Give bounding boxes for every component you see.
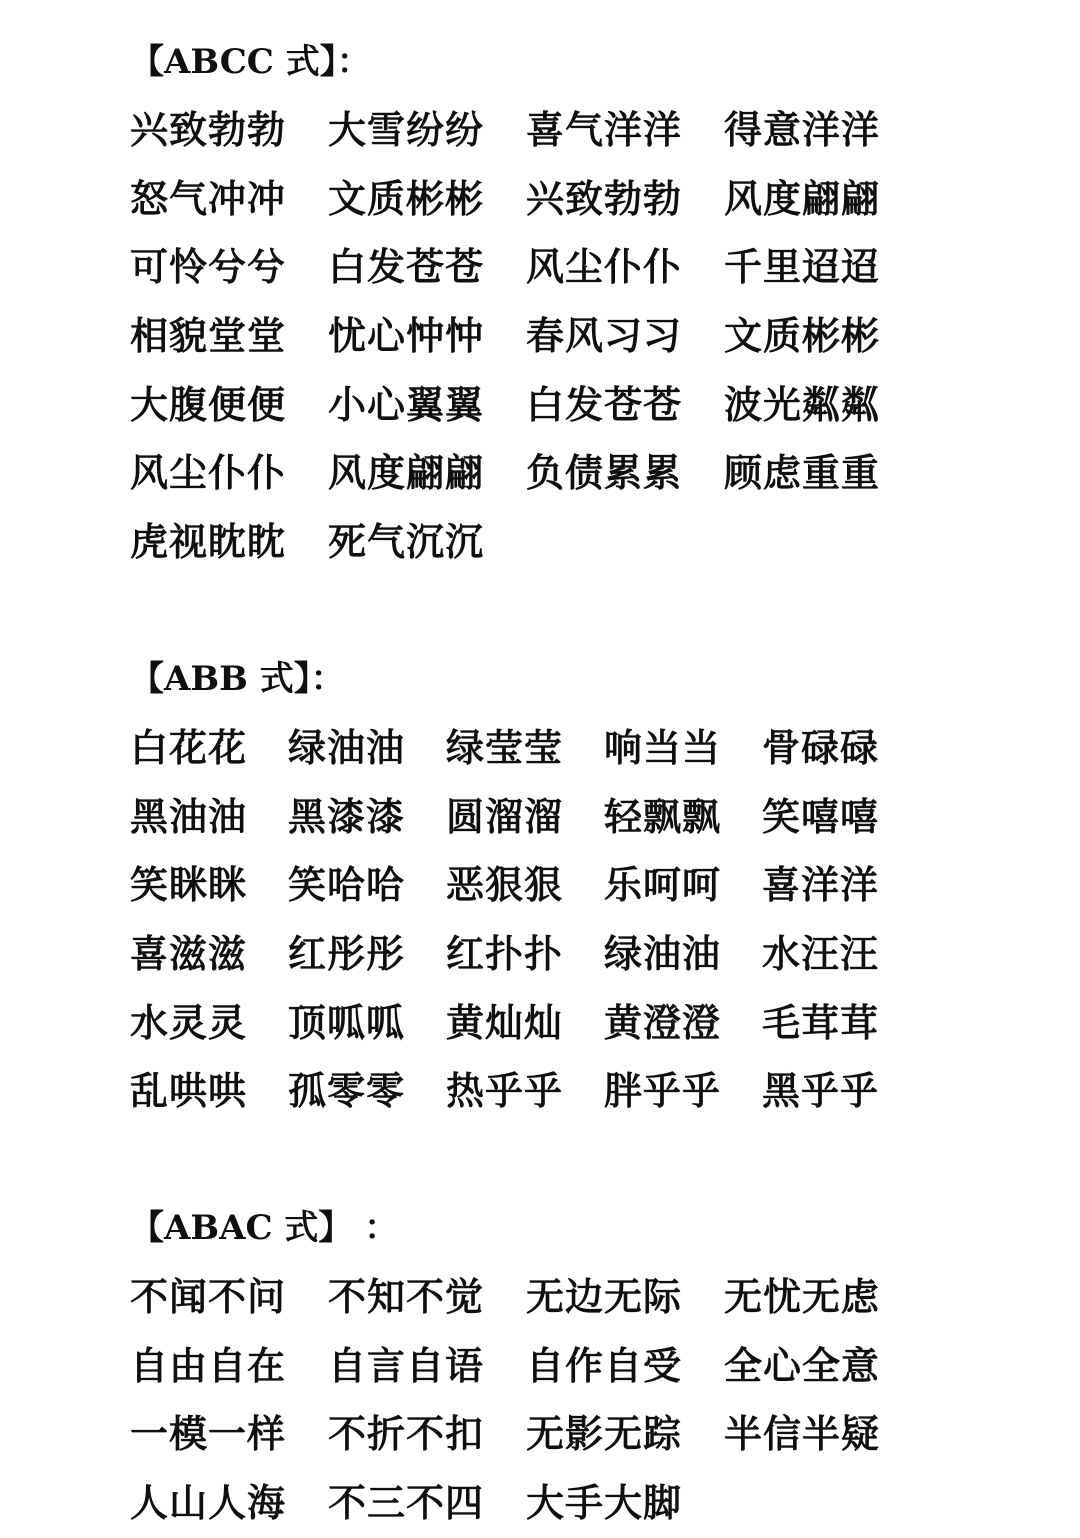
section-heading-abb: 【ABB 式】： — [130, 659, 345, 699]
idiom-word: 恶狠狠 — [446, 863, 564, 908]
idiom-word: 大手大脚 — [526, 1481, 683, 1526]
idiom-word: 水汪汪 — [762, 932, 880, 977]
section-heading-abac: 【ABAC 式】 ： — [130, 1208, 399, 1248]
idiom-word: 绿莹莹 — [446, 726, 564, 770]
idiom-word: 风尘仆仆 — [130, 451, 287, 496]
idiom-word: 笑眯眯 — [130, 863, 248, 908]
idiom-word: 顾虑重重 — [724, 451, 881, 496]
idiom-word: 一模一样 — [130, 1412, 287, 1457]
idiom-word: 自由自在 — [130, 1343, 287, 1388]
idiom-word: 可怜兮兮 — [130, 245, 287, 290]
idiom-word: 毛茸茸 — [762, 1000, 880, 1045]
word-grid-abcc — [130, 96, 922, 577]
idiom-word: 黄灿灿 — [446, 1000, 564, 1045]
idiom-word: 小心翼翼 — [328, 382, 485, 427]
idiom-word: 喜气洋洋 — [526, 108, 683, 152]
idiom-word: 怒气冲冲 — [130, 176, 287, 221]
idiom-word: 无边无际 — [526, 1275, 683, 1319]
idiom-word: 风尘仆仆 — [526, 245, 683, 290]
idiom-word: 红彤彤 — [288, 932, 406, 977]
idiom-word: 得意洋洋 — [724, 108, 881, 152]
idiom-word: 相貌堂堂 — [130, 314, 287, 359]
idiom-word: 波光粼粼 — [724, 382, 881, 427]
idiom-word: 千里迢迢 — [724, 245, 881, 290]
idiom-word: 黑油油 — [130, 794, 248, 839]
word-grid-abac — [130, 1263, 922, 1538]
idiom-word: 喜洋洋 — [762, 863, 880, 908]
idiom-word: 乱哄哄 — [130, 1069, 248, 1114]
idiom-word: 不知不觉 — [328, 1275, 485, 1319]
idiom-word: 笑哈哈 — [288, 863, 406, 908]
idiom-word: 风度翩翩 — [328, 451, 485, 496]
idiom-word: 死气沉沉 — [328, 520, 485, 565]
idiom-word: 水灵灵 — [130, 1000, 248, 1045]
idiom-word: 文质彬彬 — [724, 314, 881, 359]
idiom-word: 绿油油 — [604, 932, 722, 977]
idiom-word: 喜滋滋 — [130, 932, 248, 977]
idiom-word: 虎视眈眈 — [130, 520, 287, 565]
idiom-word: 兴致勃勃 — [130, 108, 287, 152]
idiom-word: 绿油油 — [288, 726, 406, 770]
idiom-word: 胖乎乎 — [604, 1069, 722, 1114]
idiom-word: 全心全意 — [724, 1343, 881, 1388]
word-grid-abb — [130, 714, 920, 1126]
idiom-word: 兴致勃勃 — [526, 176, 683, 221]
idiom-word: 红扑扑 — [446, 932, 564, 977]
idiom-word: 不闻不问 — [130, 1275, 287, 1319]
idiom-word: 风度翩翩 — [724, 176, 881, 221]
idiom-word: 自言自语 — [328, 1343, 485, 1388]
idiom-word: 响当当 — [604, 726, 722, 770]
idiom-word: 乐呵呵 — [604, 863, 722, 908]
idiom-word: 忧心忡忡 — [328, 314, 485, 359]
idiom-word: 春风习习 — [526, 314, 683, 359]
idiom-word: 笑嘻嘻 — [762, 794, 880, 839]
idiom-word: 无影无踪 — [526, 1412, 683, 1457]
idiom-word: 半信半疑 — [724, 1412, 881, 1457]
idiom-word: 自作自受 — [526, 1343, 683, 1388]
section-heading-abcc: 【ABCC 式】： — [130, 42, 371, 82]
idiom-word: 黑漆漆 — [288, 794, 406, 839]
idiom-word: 黄澄澄 — [604, 1000, 722, 1045]
idiom-word: 孤零零 — [288, 1069, 406, 1114]
idiom-word: 大雪纷纷 — [328, 108, 485, 152]
idiom-word: 人山人海 — [130, 1481, 287, 1526]
idiom-word: 顶呱呱 — [288, 1000, 406, 1045]
idiom-word: 大腹便便 — [130, 382, 287, 427]
idiom-word: 不三不四 — [328, 1481, 485, 1526]
idiom-word: 白发苍苍 — [526, 382, 683, 427]
idiom-word: 不折不扣 — [328, 1412, 485, 1457]
idiom-word: 白花花 — [130, 726, 248, 770]
idiom-word: 白发苍苍 — [328, 245, 485, 290]
idiom-word: 无忧无虑 — [724, 1275, 881, 1319]
idiom-word: 黑乎乎 — [762, 1069, 880, 1114]
idiom-word: 文质彬彬 — [328, 176, 485, 221]
idiom-word: 圆溜溜 — [446, 794, 564, 839]
idiom-word: 骨碌碌 — [762, 726, 880, 770]
idiom-word: 轻飘飘 — [604, 794, 722, 839]
idiom-word: 热乎乎 — [446, 1069, 564, 1114]
idiom-word: 负债累累 — [526, 451, 683, 496]
